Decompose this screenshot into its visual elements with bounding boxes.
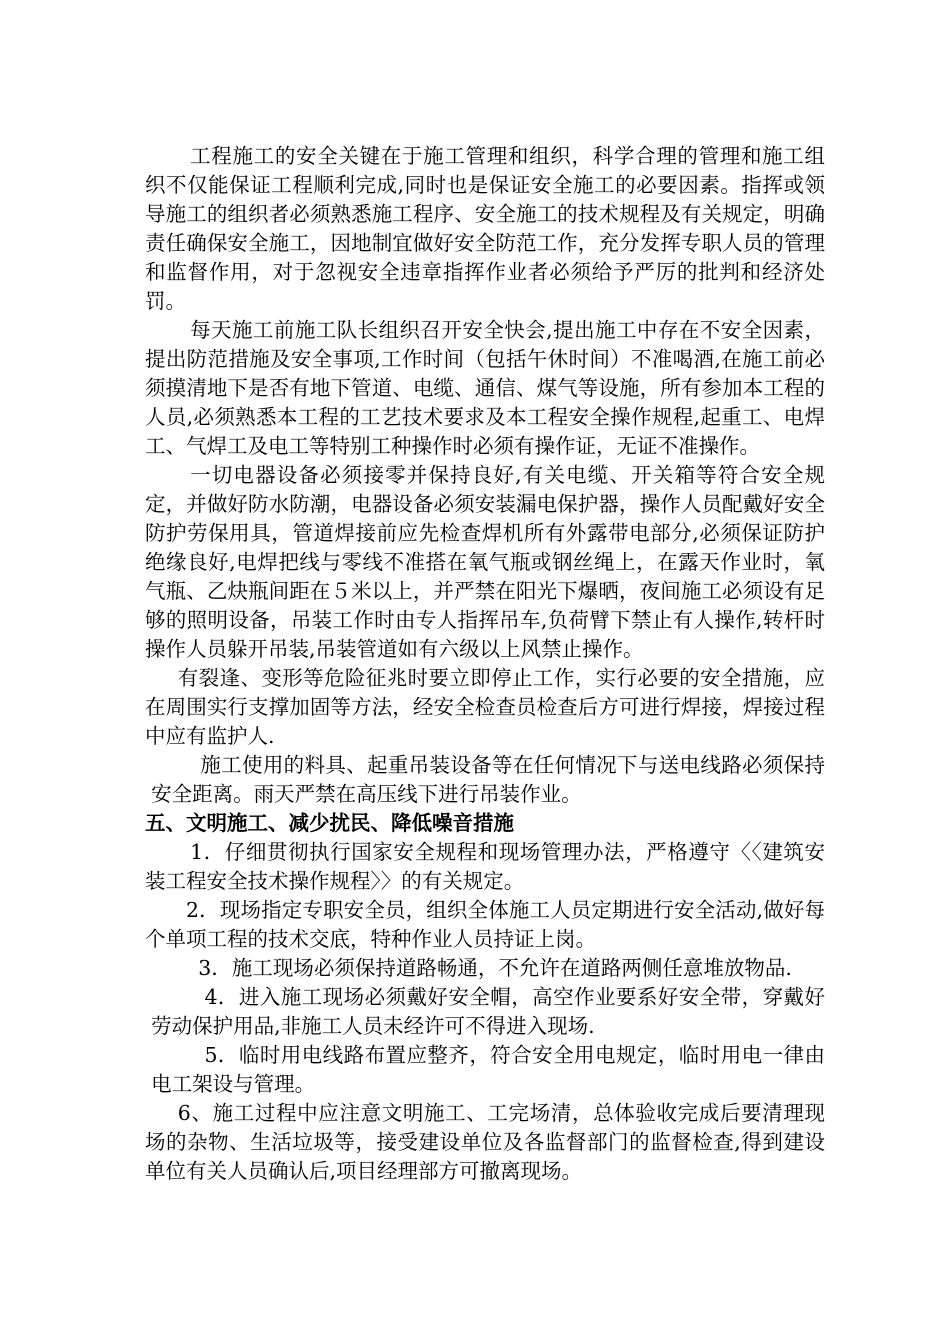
list-item: 2．现场指定专职安全员，组织全体施工人员定期进行安全活动,做好每个单项工程的技术交底，特种作业人员持证上岗。 [145,898,825,951]
paragraph-management: 工程施工的安全关键在于施工管理和组织，科学合理的管理和施工组织不仅能保证工程顺利完成,同时也是保证安全施工的必要因素。指挥或领导施工的组织者必须熟悉施工程序、安全施工的技术规程及有关规定，明确责任确保安全施工，因地制宜做好安全防范工作，充分发挥专职人员的管理和监督作用，对于忽视安全违章指挥作业者必须给予严厉的批判和经济处罚。 [145,144,825,313]
paragraph-electrical: 一切电器设备必须接零并保持良好,有关电缆、开关箱等符合安全规定，并做好防水防潮，电器设备必须安装漏电保护器，操作人员配戴好安全防护劳保用具，管道焊接前应先检查焊机所有外露带电部分,必须保证防护绝缘良好,电焊把线与零线不准搭在氧气瓶或钢丝绳上，在露天作业时，氧气瓶、乙炔瓶间距在５米以上，并严禁在阳光下爆晒，夜间施工必须设有足够的照明设备，吊装工作时由专人指挥吊车,负荷臂下禁止有人操作,转杆时操作人员躲开吊装,吊装管道如有六级以上风禁止操作。 [145,463,825,661]
list-item: 6、施工过程中应注意文明施工、工完场清，总体验收完成后要清理现场的杂物、生活垃圾等，接受建设单位及各监督部门的监督检查,得到建设单位有关人员确认后,项目经理部方可撤离现场。 [145,1101,825,1183]
paragraph-danger-signs: 有裂逢、变形等危险征兆时要立即停止工作，实行必要的安全措施，应在周围实行支撑加固等方法，经安全检查员检查后方可进行焊接，焊接过程中应有监护人. [145,666,825,748]
section-heading: 五、文明施工、减少扰民、降低噪音措施 [145,811,514,835]
list-item: 1．仔细贯彻执行国家安全规程和现场管理办法，严格遵守〈〈建筑安装工程安全技术操作规程〉〉的有关规定。 [145,840,825,893]
list-item: 5．临时用电线路布置应整齐，符合安全用电规定，临时用电一律由电工架设与管理。 [151,1043,825,1096]
list-item: 4．进入施工现场必须戴好安全帽，高空作业要系好安全带，穿戴好劳动保护用品,非施工人员未经许可不得进入现场. [151,985,825,1038]
paragraph-power-line-distance: 施工使用的料具、起重吊装设备等在任何情况下与送电线路必须保持安全距离。雨天严禁在高压线下进行吊装作业。 [151,753,825,806]
document-body [145,142,825,1186]
paragraph-daily-meeting: 每天施工前施工队长组织召开安全快会,提出施工中存在不安全因素，提出防范措施及安全事项,工作时间（包括午休时间）不准喝酒,在施工前必须摸清地下是否有地下管道、电缆、通信、煤气等设施，所有参加本工程的人员,必须熟悉本工程的工艺技术要求及本工程安全操作规程,起重工、电焊工、气焊工及电工等特别工种操作时必须有操作证，无证不准操作。 [145,318,825,458]
list-item: 3．施工现场必须保持道路畅通，不允许在道路两侧任意堆放物品. [198,956,792,980]
